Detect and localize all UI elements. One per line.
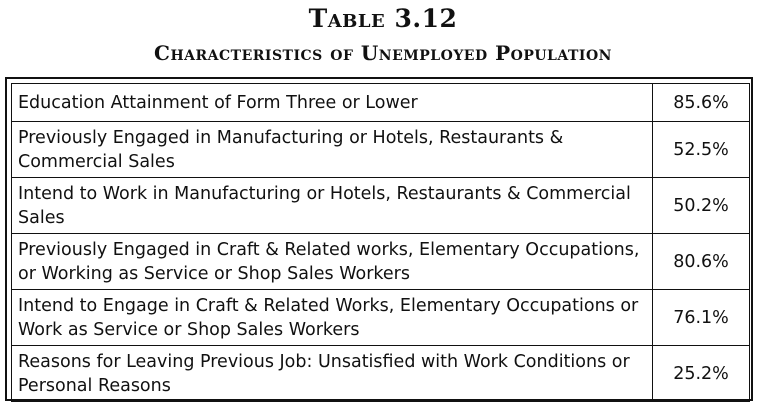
table-row: [12, 234, 750, 290]
table-row: [12, 290, 750, 346]
table-row: [12, 346, 750, 402]
row-label: Intend to Work in Manufacturing or Hotels, Restaurants & Commercial Sales: [12, 178, 653, 234]
table-row: [12, 178, 750, 234]
row-label: Previously Engaged in Manufacturing or Hotels, Restaurants & Commercial Sales: [12, 122, 653, 178]
row-value: 50.2%: [653, 178, 750, 234]
row-value: 76.1%: [653, 290, 750, 346]
table-row: [12, 84, 750, 122]
row-value: 85.6%: [653, 84, 750, 122]
characteristics-table: [11, 83, 750, 402]
row-label: Previously Engaged in Craft & Related works, Elementary Occupations, or Working as Service or Shop Sales Workers: [12, 234, 653, 290]
row-label: Intend to Engage in Craft & Related Works, Elementary Occupations or Work as Service or Shop Sales Workers: [12, 290, 653, 346]
table-subtitle: Characteristics of Unemployed Population: [154, 41, 612, 65]
row-label: Education Attainment of Form Three or Lower: [12, 84, 653, 122]
table-frame: [5, 77, 753, 401]
row-value: 80.6%: [653, 234, 750, 290]
row-label: Reasons for Leaving Previous Job: Unsatisfied with Work Conditions or Personal Reasons: [12, 346, 653, 402]
document-header: [0, 4, 766, 68]
row-value: 52.5%: [653, 122, 750, 178]
row-value: 25.2%: [653, 346, 750, 402]
table-title: Table 3.12: [308, 4, 458, 33]
table-row: [12, 122, 750, 178]
